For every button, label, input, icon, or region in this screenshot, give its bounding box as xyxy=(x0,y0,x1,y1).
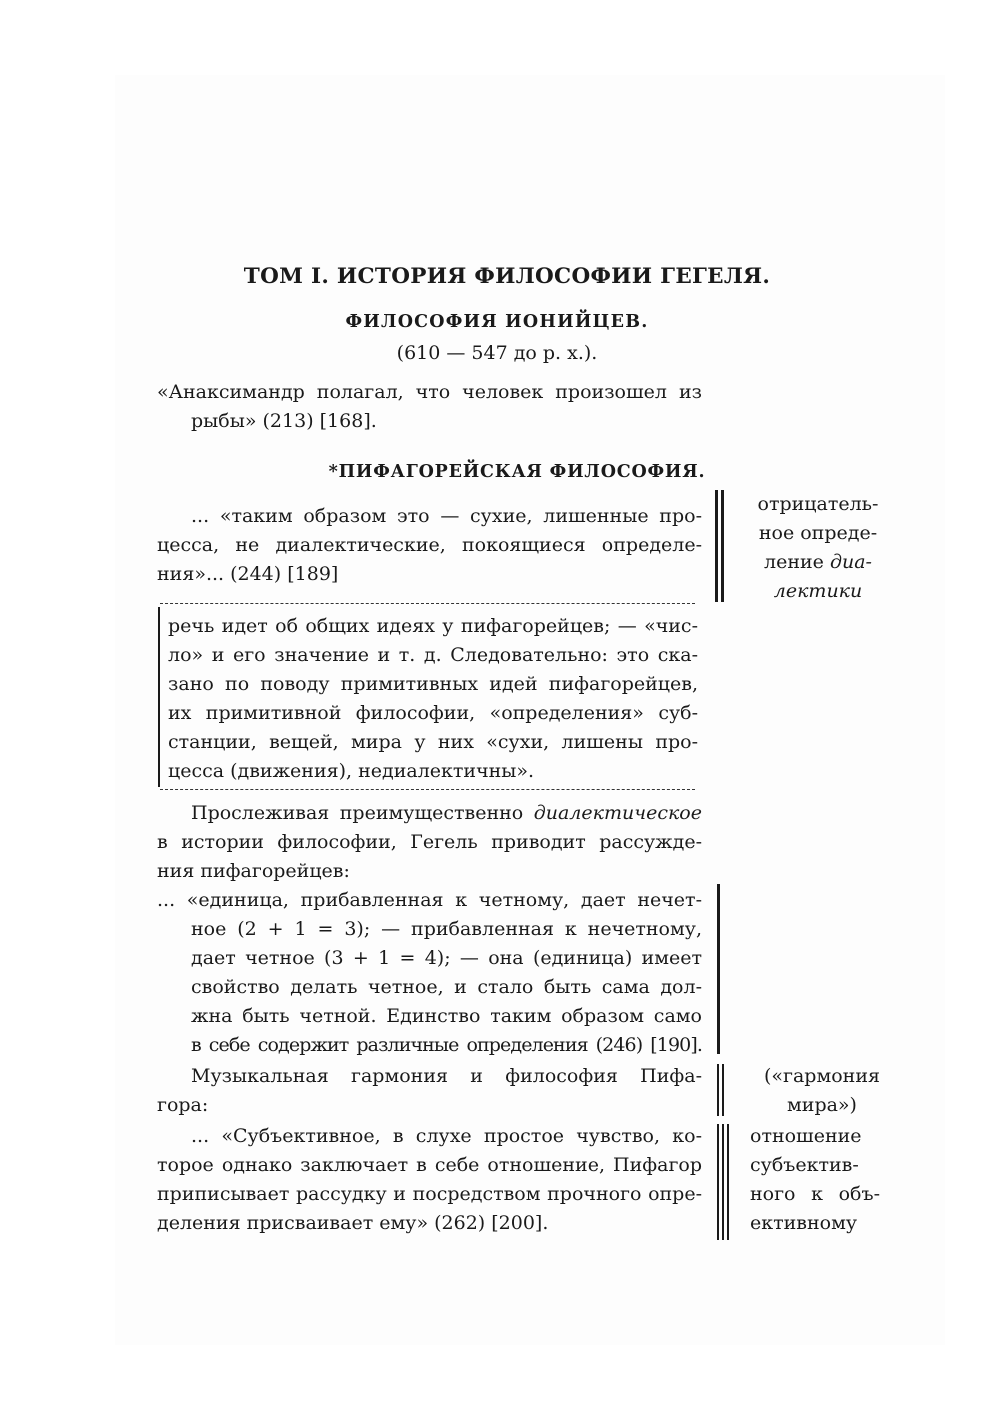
box-left-border xyxy=(158,607,160,787)
text-line: свойство делать четное, и стало быть сама дол- xyxy=(191,976,702,998)
text-line: ... «таким образом это — сухие, лишенные про- xyxy=(191,505,702,527)
margin-triple-line xyxy=(722,1124,724,1240)
margin-double-line xyxy=(717,1064,719,1116)
quote-subjective-feeling xyxy=(157,1122,702,1238)
margin-triple-line xyxy=(727,1124,729,1240)
text-line: гора: xyxy=(157,1094,209,1116)
text-line: «Анаксимандр полагал, что человек произошел из xyxy=(157,381,702,403)
text-line: речь идет об общих идеях у пифагорейцев; — «чис- xyxy=(168,615,698,637)
text-line: ло» и его значение и т. д. Следовательно: это ска- xyxy=(168,644,698,666)
dialectics-paragraph xyxy=(157,799,702,886)
margin-triple-line xyxy=(717,1124,719,1240)
margin-double-line xyxy=(721,490,724,602)
text-line: торое однако заключает в себе отношение, Пифагор xyxy=(157,1154,702,1176)
lenin-comment-box xyxy=(168,612,698,786)
quote-dry-determinations xyxy=(157,502,702,589)
text-line: цесса, не диалектические, покоящиеся определе- xyxy=(157,534,702,556)
volume-title: ТОМ I. ИСТОРИЯ ФИЛОСОФИИ ГЕГЕЛЯ. xyxy=(243,264,771,289)
margin-vertical-line xyxy=(717,884,720,1054)
text-line: ное (2 + 1 = 3); — прибавленная к нечетному, xyxy=(191,918,702,940)
box-top-border xyxy=(160,603,695,604)
text-line: Прослеживая преимущественно диалектическое xyxy=(191,802,702,824)
box-bottom-border xyxy=(160,789,695,790)
text-line: ния пифагорейцев: xyxy=(157,860,350,882)
text-line: ... «Субъективное, в слухе простое чувство, ко- xyxy=(191,1125,702,1147)
section-title-ionians: ФИЛОСОФИЯ ИОНИЙЦЕВ. xyxy=(345,312,649,332)
section-title-pythagorean: *ПИФАГОРЕЙСКАЯ ФИЛОСОФИЯ. xyxy=(328,462,706,482)
text-line: зано по поводу примитивных идей пифагорейцев, xyxy=(168,673,698,695)
anaximander-quote xyxy=(157,378,702,436)
section-dates: (610 — 547 до р. х.). xyxy=(396,342,598,364)
text-line: их примитивной философии, «определения» суб- xyxy=(168,702,698,724)
margin-note-negative-dialectics: отрицатель- ное опреде- ление диа- лектики xyxy=(757,493,879,602)
text-line: жна быть четной. Единство таким образом само xyxy=(191,1005,702,1027)
text-line: Музыкальная гармония и философия Пифа- xyxy=(191,1065,702,1087)
text-line: ния»... (244) [189] xyxy=(157,563,339,585)
text-line: станции, вещей, мира у них «сухи, лишены про- xyxy=(168,731,698,753)
text-line: в себе содержит различные определения (246) [190]. xyxy=(191,1034,702,1056)
text-line: в истории философии, Гегель приводит рассужде- xyxy=(157,831,702,853)
margin-note-harmony-of-world: («гармония мира») xyxy=(763,1065,880,1116)
text-line: дает четное (3 + 1 = 4); — она (единица) имеет xyxy=(191,947,702,969)
music-harmony-paragraph xyxy=(157,1062,702,1120)
margin-double-line xyxy=(715,490,718,602)
text-line: ... «единица, прибавленная к четному, дает нечет- xyxy=(157,889,702,911)
quote-unity-even-odd xyxy=(157,886,702,1060)
text-line: деления присваивает ему» (262) [200]. xyxy=(157,1212,549,1234)
margin-double-line xyxy=(722,1064,724,1116)
text-line: приписывает рассудку и посредством прочного опре- xyxy=(157,1183,702,1205)
margin-note-subjective-objective: отношение субъектив- ного к объ- ективному xyxy=(750,1125,880,1234)
text-line: цесса (движения), недиалектичны». xyxy=(168,760,535,782)
text-line: рыбы» (213) [168]. xyxy=(191,410,377,432)
